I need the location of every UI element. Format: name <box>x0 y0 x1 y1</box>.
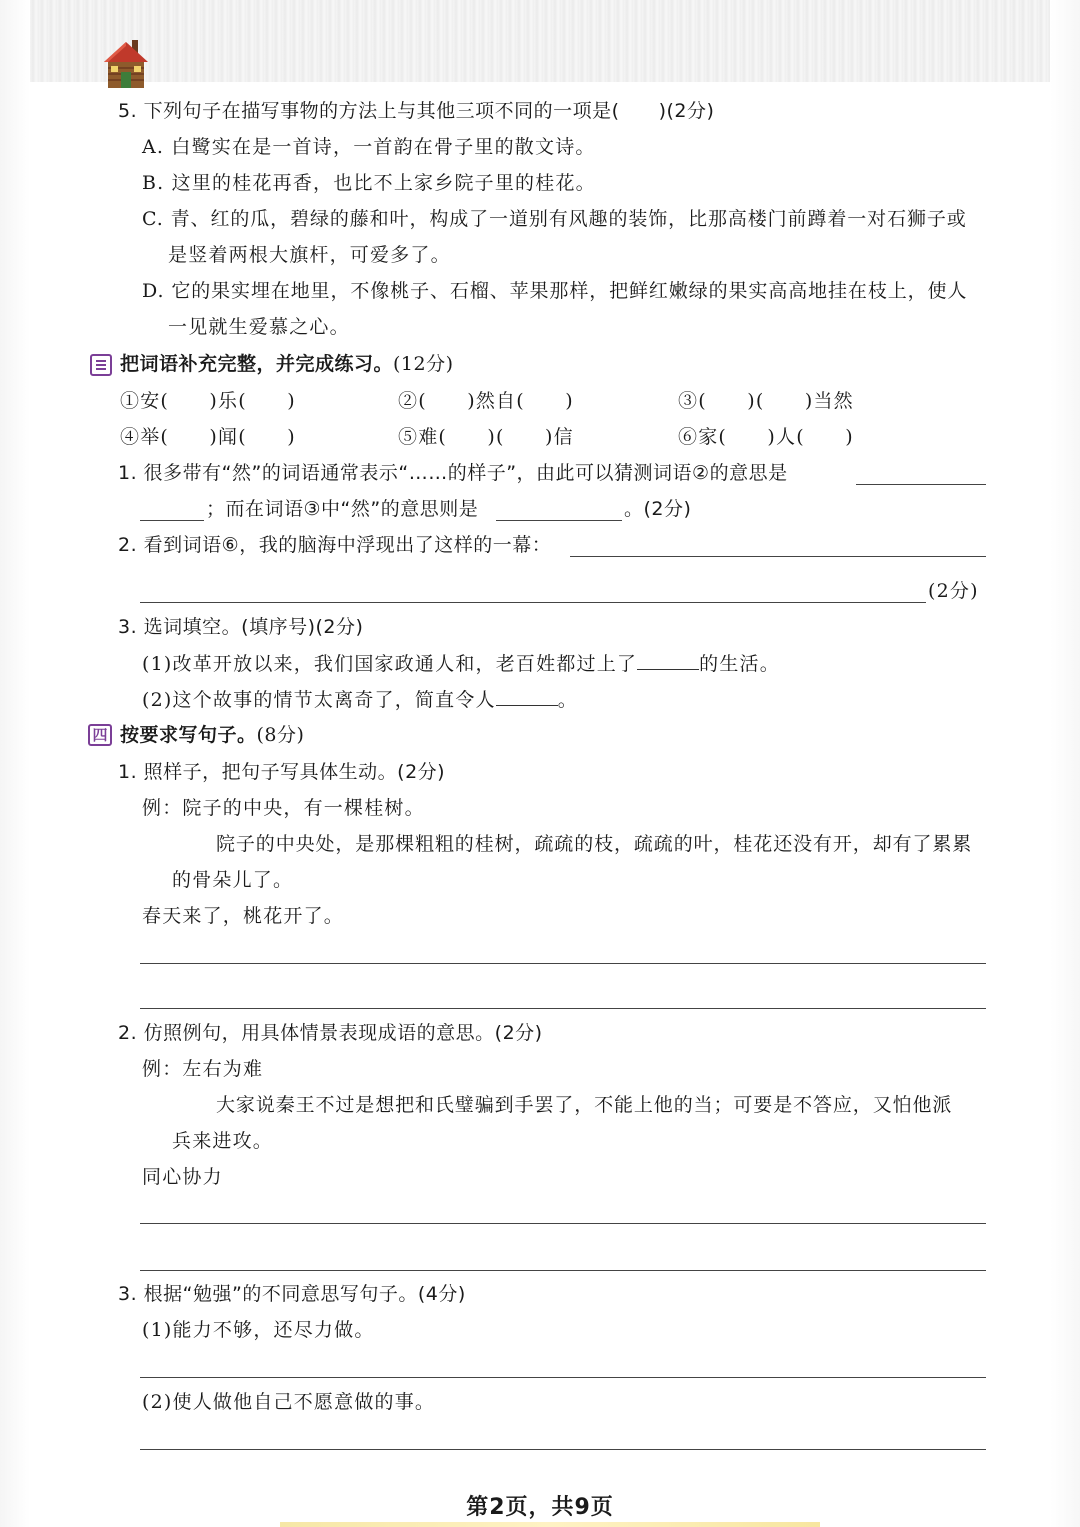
s4-q2-answer-line-2[interactable] <box>140 1270 986 1271</box>
s3-q1-line2-end: 。(2分) <box>624 498 692 520</box>
word-5: ⑤难( )( )信 <box>398 426 574 448</box>
q5-option-d-line2: 一见就生爱慕之心。 <box>168 316 350 338</box>
s3-q2-line1: 2. 看到词语⑥，我的脑海中浮现出了这样的一幕： <box>118 534 552 556</box>
s4-q2-example: 例：左右为难 <box>142 1058 264 1080</box>
word-4: ④举( )闻( ) <box>120 426 296 448</box>
word-1: ①安( )乐( ) <box>120 390 296 412</box>
q5-stem: 5. 下列句子在描写事物的方法上与其他三项不同的一项是( )(2分) <box>118 100 715 122</box>
s4-q1: 1. 照样子，把句子写具体生动。(2分) <box>118 761 446 783</box>
s4-q3: 3. 根据“勉强”的不同意思写句子。(4分) <box>118 1283 466 1305</box>
s3-q3-s1-text: (1)改革开放以来，我们国家政通人和，老百姓都过上了 <box>142 653 638 675</box>
page-number: 第2页，共9页 <box>466 1495 614 1520</box>
s4-q1-example-answer-2: 的骨朵儿了。 <box>172 869 294 891</box>
s3-q1-line1: 1. 很多带有“然”的词语通常表示“……的样子”，由此可以猜测词语②的意思是 <box>118 462 788 484</box>
s3-q3-sentence-1 <box>142 651 780 676</box>
q5-option-b: B. 这里的桂花再香，也比不上家乡院子里的桂花。 <box>142 172 596 194</box>
s4-q1-example: 例：院子的中央，有一棵桂树。 <box>142 797 425 819</box>
house-icon <box>102 36 150 90</box>
word-3: ③( )( )当然 <box>678 390 854 412</box>
s3-q1-blank-1-cont[interactable] <box>140 520 204 521</box>
section4-badge: 四 <box>88 724 112 746</box>
page-edge-right <box>1050 0 1080 1527</box>
s3-q1-line2: ；而在词语③中“然”的意思则是 <box>206 498 479 520</box>
section3-title: 把词语补充完整，并完成练习。 <box>120 353 394 375</box>
s3-q1-blank-1[interactable] <box>856 484 986 485</box>
s4-q1-answer-line-1[interactable] <box>140 963 986 964</box>
header-texture <box>30 0 1050 82</box>
s3-q1-blank-2[interactable] <box>496 520 622 521</box>
word-2: ②( )然自( ) <box>398 390 574 412</box>
s4-q3-answer-line-1[interactable] <box>140 1377 986 1378</box>
s3-q2-answer-line-1[interactable] <box>570 556 986 557</box>
s4-q3-answer-line-2[interactable] <box>140 1449 986 1450</box>
section3-heading <box>120 352 454 376</box>
s3-q3-s1-tail: 的生活。 <box>699 653 780 675</box>
s3-q3-sentence-2 <box>142 687 578 712</box>
section4-heading <box>120 723 304 747</box>
s3-q3-s2-tail: 。 <box>557 689 578 711</box>
s4-q2-example-answer-1: 大家说秦王不过是想把和氏璧骗到手罢了，不能上他的当；可要是不答应，又怕他派 <box>216 1094 953 1116</box>
s4-q1-answer-line-2[interactable] <box>140 1008 986 1009</box>
s4-q3-sentence-1: (1)能力不够，还尽力做。 <box>142 1319 375 1341</box>
s3-q3-s1-blank[interactable] <box>637 651 699 670</box>
section3-badge-icon <box>90 354 112 376</box>
s4-q3-sentence-2: (2)使人做他自己不愿意做的事。 <box>142 1391 436 1413</box>
q5-option-c-line2: 是竖着两根大旗杆，可爱多了。 <box>168 244 451 266</box>
s4-q1-task: 春天来了，桃花开了。 <box>142 905 345 927</box>
section3-points: (12分) <box>393 353 454 375</box>
section4-points: (8分) <box>256 724 305 746</box>
s4-q2: 2. 仿照例句，用具体情景表现成语的意思。(2分) <box>118 1022 543 1044</box>
s4-q1-example-answer-1: 院子的中央处，是那棵粗粗的桂树，疏疏的枝，疏疏的叶，桂花还没有开，却有了累累 <box>216 833 973 855</box>
s3-q2-answer-line-2[interactable] <box>140 602 926 603</box>
s3-q3: 3. 选词填空。(填序号)(2分) <box>118 616 364 638</box>
page-edge-left <box>0 0 30 1527</box>
section4-title: 按要求写句子。 <box>120 724 257 746</box>
s4-q2-example-answer-2: 兵来进攻。 <box>172 1130 274 1152</box>
bottom-decor-strip <box>280 1522 820 1527</box>
q5-option-c-line1: C. 青、红的瓜，碧绿的藤和叶，构成了一道别有风趣的装饰，比那高楼门前蹲着一对石狮子或 <box>142 208 967 230</box>
s3-q3-s2-text: (2)这个故事的情节太离奇了，简直令人 <box>142 689 496 711</box>
s3-q3-s2-blank[interactable] <box>496 687 558 706</box>
s3-q2-points: (2分) <box>928 580 979 602</box>
s4-q2-task: 同心协力 <box>142 1166 223 1188</box>
q5-option-d-line1: D. 它的果实埋在地里，不像桃子、石榴、苹果那样，把鲜红嫩绿的果实高高地挂在枝上，使人 <box>142 280 968 302</box>
q5-option-a: A. 白鹭实在是一首诗，一首韵在骨子里的散文诗。 <box>142 136 596 158</box>
s4-q2-answer-line-1[interactable] <box>140 1223 986 1224</box>
word-6: ⑥家( )人( ) <box>678 426 854 448</box>
